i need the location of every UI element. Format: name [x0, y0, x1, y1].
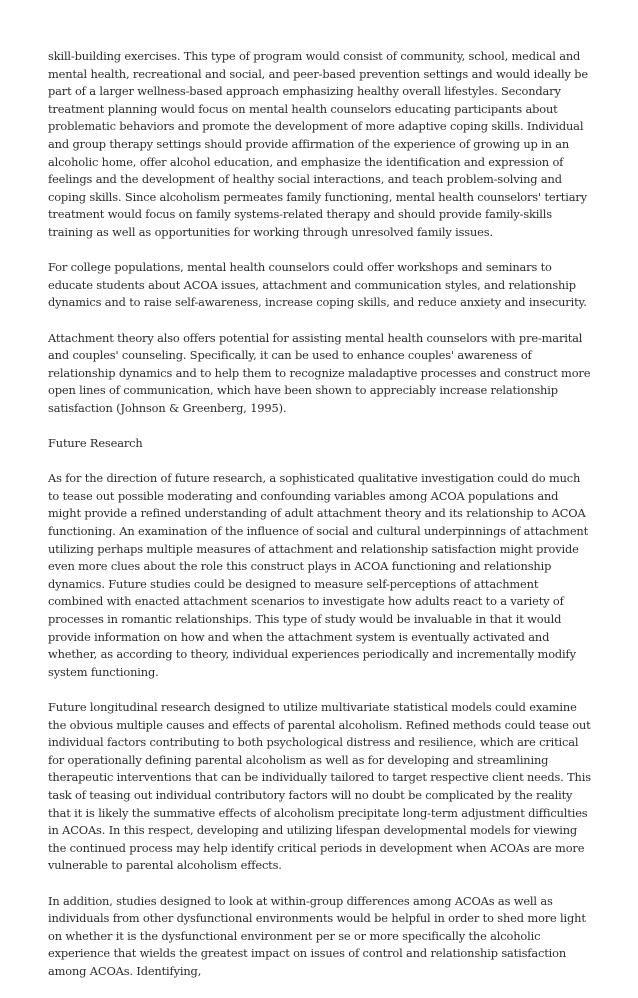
paragraph-college-populations: For college populations, mental health counselors could offer workshops and seminars to educate students about ACOA issues, attachment and communication styles, and relationship dynamics and to raise self-awareness, increase coping skills, and reduce anxiety and insecurity.: [48, 260, 587, 310]
document-page: [48, 48, 594, 998]
paragraph-longitudinal-research: Future longitudinal research designed to utilize multivariate statistical models could examine the obvious multiple causes and effects of parental alcoholism. Refined methods could tease out individual factors contributing to both psychological distress and resilience, which are critical for operationally defining parental alcoholism as well as for developing and streamlining therapeutic interventions that can be individually tailored to target respective client needs. This task of teasing out individual contributory factors will no doubt be complicated by the reality that it is likely the summative effects of alcoholism precipitate long-term adjustment difficulties in ACOAs. In this respect, developing and utilizing lifespan developmental models for viewing the continued process may help identify critical periods in development when ACOAs are more vulnerable to parental alcoholism effects.: [48, 699, 591, 873]
paragraph-qualitative-investigation: As for the direction of future research, a sophisticated qualitative investigation could do much to tease out possible moderating and confounding variables among ACOA populations and might provide a refined understanding of adult attachment theory and its relationship to ACOA functioning. An examination of the influence of social and cultural underpinnings of attachment utilizing perhaps multiple measures of attachment and relationship satisfaction might provide even more clues about the role this construct plays in ACOA functioning and relationship dynamics. Future studies could be designed to measure self-perceptions of attachment combined with enacted attachment scenarios to investigate how adults react to a variety of processes in romantic relationships. This type of study would be invaluable in that it would provide information on how and when the attachment system is eventually activated and whether, as according to theory, individual experiences periodically and incrementally modify system functioning.: [48, 471, 589, 679]
section-heading-future-research: Future Research: [48, 436, 143, 451]
paragraph-prevention-programs: skill-building exercises. This type of program would consist of community, school, medical and mental health, recreational and social, and peer-based prevention settings and would ideally be part of a larger wellness-based approach emphasizing healthy overall lifestyles. Secondary treatment planning would focus on mental health counselors educating participants about problematic behaviors and promote the development of more adaptive coping skills. Individual and group therapy settings should provide affirmation of the experience of growing up in an alcoholic home, offer alcohol education, and emphasize the identification and expression of feelings and the development of healthy social interactions, and teach problem-solving and coping skills. Since alcoholism permeates family functioning, mental health counselors' tertiary treatment would focus on family systems-related therapy and should provide family-skills training as well as opportunities for working through unresolved family issues.: [48, 49, 588, 239]
paragraph-within-group-differences: In addition, studies designed to look at within-group differences among ACOAs as well as individuals from other dysfunctional environments would be helpful in order to shed more light on whether it is the dysfunctional environment per se or more specifically the alcoholic experience that wields the greatest impact on issues of control and relationship satisfaction among ACOAs. Identifying,: [48, 893, 586, 978]
paragraph-attachment-theory: Attachment theory also offers potential for assisting mental health counselors with pre-marital and couples' counseling. Specifically, it can be used to enhance couples' awareness of relationship dynamics and to help them to recognize maladaptive processes and construct more open lines of communication, which have been shown to appreciably increase relationship satisfaction (Johnson & Greenberg, 1995).: [48, 330, 591, 415]
